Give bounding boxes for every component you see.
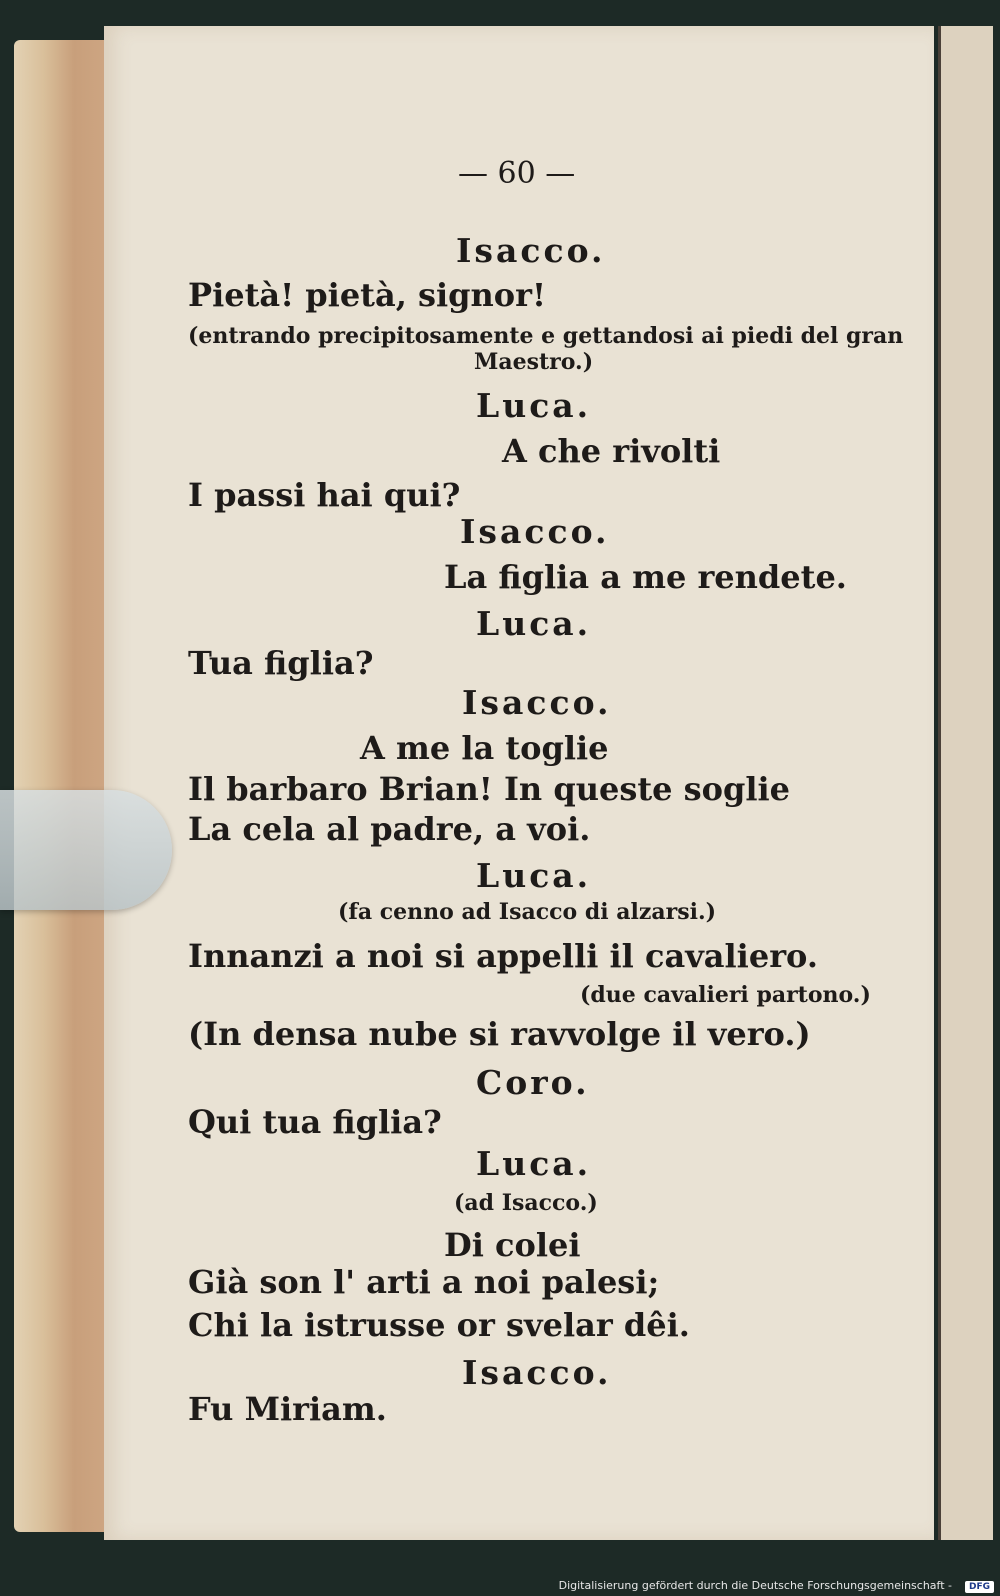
speaker-luca: Luca.	[476, 856, 592, 895]
book-page	[104, 26, 934, 1540]
verse-line: A che rivolti	[502, 432, 721, 470]
speaker-isacco: Isacco.	[462, 683, 612, 722]
verse-line: Chi la istrusse or svelar dêi.	[188, 1306, 690, 1344]
stage-direction: (entrando precipitosamente e gettandosi ai piedi del gran	[188, 323, 904, 349]
speaker-coro: Coro.	[476, 1063, 590, 1102]
speaker-isacco: Isacco.	[462, 1353, 612, 1392]
adjacent-page-edge	[938, 26, 993, 1540]
verse-line: Già son l' arti a noi palesi;	[188, 1263, 660, 1301]
verse-line: La figlia a me rendete.	[444, 558, 847, 596]
verse-line: Qui tua figlia?	[188, 1103, 442, 1141]
speaker-isacco: Isacco.	[456, 231, 606, 270]
digitization-credit: Digitalisierung gefördert durch die Deutsche Forschungsgemeinschaft -	[558, 1579, 952, 1592]
speaker-luca: Luca.	[476, 604, 592, 643]
bookmark-clip	[0, 790, 172, 910]
stage-direction: Maestro.)	[474, 349, 594, 375]
stage-direction: (due cavalieri partono.)	[580, 982, 871, 1008]
verse-line: A me la toglie	[360, 729, 609, 767]
verse-line: Fu Miriam.	[188, 1390, 387, 1428]
verse-line: Pietà! pietà, signor!	[188, 276, 547, 314]
stage-direction: (fa cenno ad Isacco di alzarsi.)	[338, 899, 717, 925]
verse-line: La cela al padre, a voi.	[188, 810, 591, 848]
stage-direction: (ad Isacco.)	[454, 1190, 598, 1216]
speaker-isacco: Isacco.	[460, 512, 610, 551]
verse-line: Tua figlia?	[188, 644, 374, 682]
verse-line: I passi hai qui?	[188, 476, 461, 514]
page-number: — 60 —	[458, 156, 576, 191]
dfg-logo: DFG	[965, 1581, 994, 1593]
verse-line: Innanzi a noi si appelli il cavaliero.	[188, 937, 818, 975]
speaker-luca: Luca.	[476, 1144, 592, 1183]
speaker-luca: Luca.	[476, 386, 592, 425]
verse-line: Di colei	[444, 1226, 581, 1264]
verse-line: (In densa nube si ravvolge il vero.)	[188, 1015, 811, 1053]
verse-line: Il barbaro Brian! In queste soglie	[188, 770, 791, 808]
page-edge	[14, 40, 114, 1532]
